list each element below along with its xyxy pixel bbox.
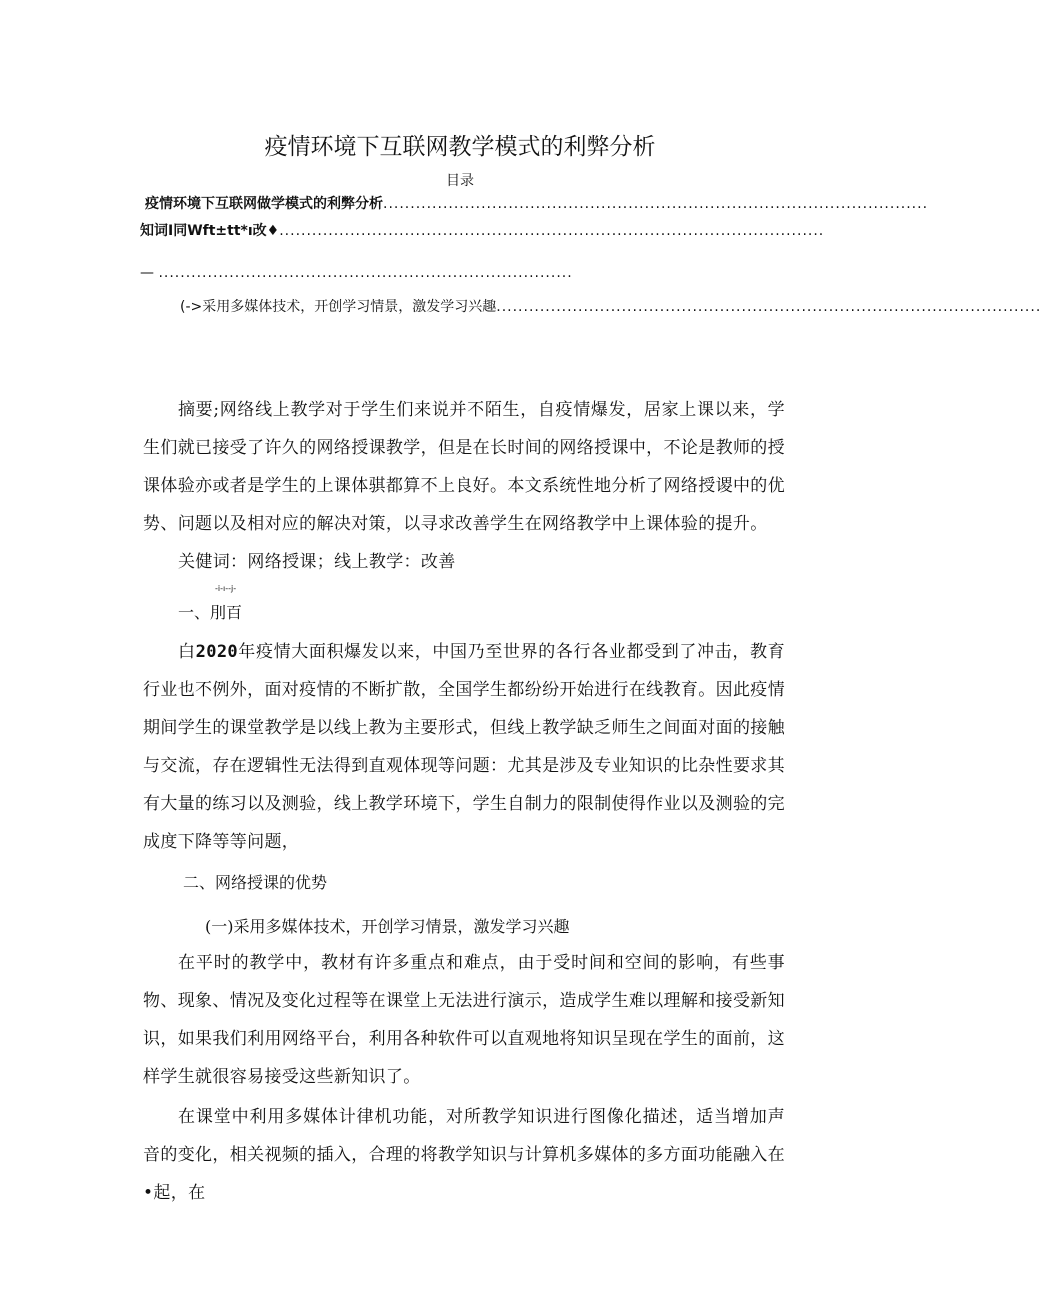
toc-item-label: 知词I同Wft±tt*ı改♦	[140, 223, 280, 239]
toc-item-label: —	[140, 265, 154, 281]
section-heading-1: 一、刖百	[178, 603, 243, 622]
intro-paragraph	[143, 633, 785, 861]
toc-heading: 目录	[446, 173, 474, 189]
toc-leader: ....................................................................................................	[383, 196, 929, 212]
heading-annotation: -i-ı--j-	[215, 584, 237, 593]
toc-item[interactable]	[180, 296, 1041, 316]
subsection-heading: (一)采用多媒体技术，开创学习情景，激发学习兴趣	[205, 917, 570, 936]
para-text: 年疫情大面积爆发以来，中国乃至世界的各行各业都受到了冲击，教育行业也不例外，面对疫情的不断扩散，全国学生都纷纷开始进行在线教育。因此疫情期间学生的课堂教学是以线上教为主要形式，但线上教学缺乏师生之间面对面的接触与交流，存在逻辑性无法得到直观体现等问题：尤其是涉及专业知识的比杂性要求其有大量的练习以及测验，线上教学环境下，学生自制力的限制使得作业以及测验的完成度下降等等问题，	[143, 642, 785, 852]
para-prefix: 白	[178, 642, 196, 662]
toc-leader: ....................................................................................................	[279, 223, 825, 239]
body-paragraph: 在课堂中利用多媒体计律机功能，对所教学知识进行图像化描述，适当增加声音的变化，相关视频的插入，合理的将教学知识与计算机多媒体的多方面功能融入在•起，在	[143, 1107, 785, 1203]
toc-item[interactable]	[140, 265, 573, 281]
toc-item-label: (->采用多媒体技术，开创学习情景，激发学习兴趣	[180, 299, 497, 315]
toc-leader: ............................................................................	[158, 265, 573, 281]
section-heading-2: 二、网络授课的优势	[183, 873, 328, 892]
document-title: 疫情环境下互联网教学模式的利弊分析	[264, 134, 656, 160]
toc-item[interactable]	[145, 193, 929, 213]
body-paragraph: 在平时的教学中，教材有许多重点和难点，由于受时间和空间的影响，有些事物、现象、情况及变化过程等在课堂上无法进行演示，造成学生难以理解和接受新知识，如果我们利用网络平台，利用各种软件可以直观地将知识呈现在学生的面前，这样学生就很容易接受这些新知识了。	[143, 953, 785, 1087]
toc-item-label: 疫情环境下互联网做学模式的利弊分析	[145, 196, 383, 212]
toc-leader: ....................................................................................................	[496, 299, 1041, 315]
abstract: 摘要;网络线上教学对于学生们来说并不陌生，自疫情爆发，居家上课以来，学生们就已接受了许久的网络授课教学，但是在长时间的网络授课中，不论是教师的授课体验亦或者是学生的上课体骐都算不上良好。本文系统性地分析了网络授谡中的优势、问题以及相对应的解决对策，以寻求改善学生在网络教学中上课体验的提升。	[143, 400, 785, 534]
year: 2020	[195, 642, 238, 662]
toc-item[interactable]	[140, 220, 825, 240]
keywords: 关健词：网络授课；线上教学：改善	[178, 552, 456, 572]
